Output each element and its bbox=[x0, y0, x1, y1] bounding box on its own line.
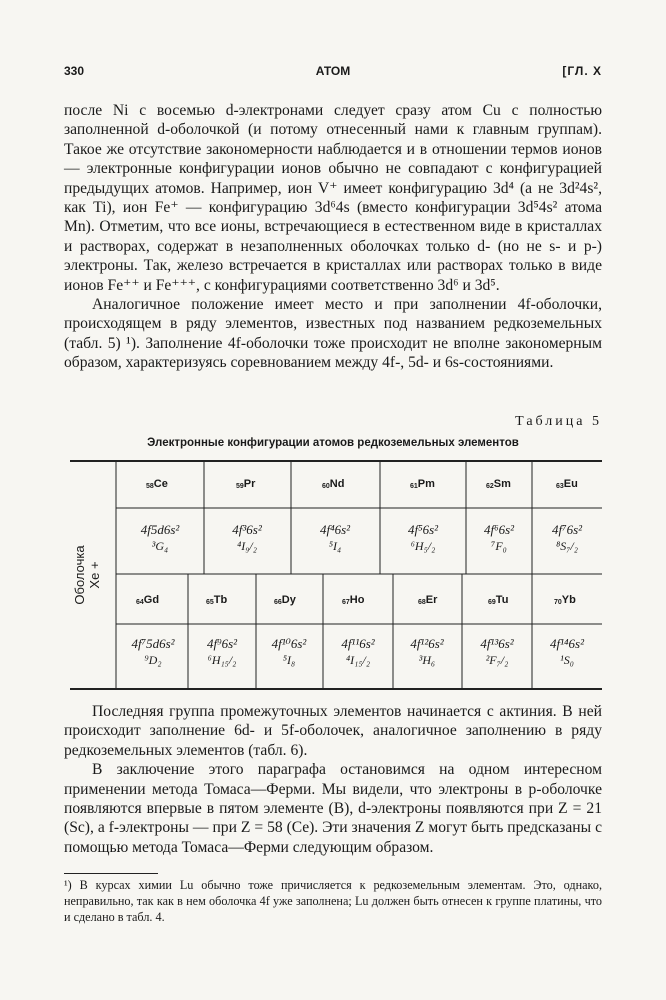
shell-side-label bbox=[72, 520, 112, 630]
atomic-number: 65 bbox=[206, 599, 214, 606]
configuration: 4f⁵6s² bbox=[407, 522, 439, 537]
atomic-number: 61 bbox=[410, 483, 418, 490]
atomic-number: 59 bbox=[236, 483, 244, 490]
element-yb bbox=[554, 594, 576, 606]
configuration: 4f⁷6s² bbox=[551, 522, 583, 537]
element-nd bbox=[322, 478, 344, 490]
atomic-number: 60 bbox=[322, 483, 330, 490]
term-symbol: ⁷F₀ bbox=[491, 539, 507, 553]
term-symbol: ⁴I₉/₂ bbox=[237, 539, 257, 553]
element-sm bbox=[486, 478, 511, 490]
shell-label-line2: Xe + bbox=[87, 561, 102, 589]
term-symbol: ³H₆ bbox=[418, 653, 436, 667]
configuration: 4f¹³6s² bbox=[480, 636, 514, 651]
configuration: 4f⁹6s² bbox=[206, 636, 238, 651]
table-caption: Электронные конфигурации атомов редкоземельных элементов bbox=[147, 437, 519, 449]
configuration: 4f⁷5d6s² bbox=[131, 636, 175, 651]
atomic-number: 69 bbox=[488, 599, 496, 606]
running-title: АТОМ bbox=[315, 64, 351, 78]
element-tb bbox=[206, 594, 227, 606]
element-gd bbox=[136, 594, 159, 606]
element-symbol: Eu bbox=[563, 478, 578, 490]
element-symbol: Yb bbox=[561, 594, 576, 606]
element-eu bbox=[556, 478, 578, 490]
config-nd bbox=[290, 522, 380, 554]
element-symbol: Tb bbox=[213, 594, 228, 606]
configuration: 4f¹¹6s² bbox=[341, 636, 375, 651]
term-symbol: ⁶H₅/₂ bbox=[410, 539, 436, 553]
atomic-number: 67 bbox=[342, 599, 350, 606]
shell-label-line1: Оболочка bbox=[72, 545, 87, 605]
term-symbol: ⁸S₇/₂ bbox=[556, 539, 578, 553]
configuration: 4f¹²6s² bbox=[410, 636, 444, 651]
paragraph-1: после Ni с восемью d-электронами следует сразу атом Cu с полностью заполненной d-оболочкой (и потому отнесенный нами к главным группам). Такое же отсутствие закономерности наблюдается и в отношении термов ионов — электронные конфигурации ионов обычно не совпадают с конфигурацией предыдущих атомов. Например, ион V⁺ имеет конфигурацию 3d⁴ (а не 3d²4s², как Ti), ион Fe⁺ — конфигурацию 3d⁶4s (вместо конфигурации 3d⁵4s² атома Mn). Отметим, что все ионы, встречающиеся в естественном виде в кристаллах и растворах, содержат в незаполненных оболочках только d- (но не s- и p-) электроны. Так, железо встречается в кристаллах или растворах только в виде ионов Fe⁺⁺ и Fe⁺⁺⁺, с конфигурациями соответственно 3d⁶ и 3d⁵. bbox=[64, 102, 602, 294]
body-text-bottom bbox=[64, 702, 602, 857]
paragraph-2: Аналогичное положение имеет место и при заполнении 4f-оболочки, происходящем в ряду элементов, известных под названием редкоземельных (табл. 5) ¹). Заполнение 4f-оболочки тоже происходит не вполне закономерным образом, характеризуясь соревнованием между 4f-, 5d- и 6s-состояниями. bbox=[64, 296, 602, 372]
element-symbol: Er bbox=[425, 594, 438, 606]
element-symbol: Ce bbox=[153, 478, 168, 490]
paragraph-3: Последняя группа промежуточных элементов начинается с актиния. В ней происходит заполнение 6d- и 5f-оболочек, аналогичное заполнению в ряду редкоземельных элементов (табл. 6). bbox=[64, 703, 602, 759]
element-symbol: Sm bbox=[493, 478, 511, 490]
footnote-rule bbox=[64, 873, 158, 874]
page-number: 330 bbox=[64, 64, 85, 78]
element-pm bbox=[410, 478, 435, 490]
term-symbol: ⁶H₁₅/₂ bbox=[207, 653, 237, 667]
configuration: 4f5d6s² bbox=[140, 522, 180, 537]
term-symbol: ⁵I₄ bbox=[328, 539, 342, 553]
term-symbol: ⁵I₈ bbox=[282, 653, 296, 667]
config-ce bbox=[115, 522, 205, 554]
element-symbol: Ho bbox=[349, 594, 365, 606]
element-symbol: Nd bbox=[329, 478, 345, 490]
footnote: ¹) В курсах химии Lu обычно тоже причисляется к редкоземельным элементам. Это, однако, неправильно, так как в нем оболочка 4f уже заполнена; Lu должен быть отнесен к группе платины, что и сделано в табл. 4. bbox=[64, 878, 602, 924]
element-symbol: Pm bbox=[417, 478, 435, 490]
element-ce bbox=[146, 478, 168, 490]
term-symbol: ⁹D₂ bbox=[144, 653, 162, 667]
element-ho bbox=[342, 594, 364, 606]
term-symbol: ³G₄ bbox=[151, 539, 169, 553]
configuration: 4f¹⁰6s² bbox=[271, 636, 307, 651]
atomic-number: 64 bbox=[136, 599, 144, 606]
atomic-number: 70 bbox=[554, 599, 562, 606]
element-dy bbox=[274, 594, 296, 606]
element-er bbox=[418, 594, 437, 606]
element-symbol: Tu bbox=[495, 594, 509, 606]
atomic-number: 68 bbox=[418, 599, 426, 606]
table-label: Таблица 5 bbox=[515, 414, 602, 429]
element-pr bbox=[236, 478, 255, 490]
element-tu bbox=[488, 594, 508, 606]
chapter-marker: [ГЛ. X bbox=[562, 64, 602, 78]
term-symbol: ¹S₀ bbox=[560, 653, 574, 667]
configuration: 4f³6s² bbox=[232, 522, 262, 537]
config-pr bbox=[202, 522, 292, 554]
atomic-number: 63 bbox=[556, 483, 564, 490]
configuration: 4f¹⁴6s² bbox=[550, 636, 584, 651]
paragraph-4: В заключение этого параграфа остановимся на одном интересном применении метода Томаса—Ферми. Мы видели, что электроны в p-оболочке появляются впервые в пятом элементе (B), d-электроны появляются при Z = 21 (Sc), а f-электроны — при Z = 58 (Ce). Эти значения Z могут быть предсказаны с помощью метода Томаса—Ферми следующим образом. bbox=[64, 761, 602, 856]
term-symbol: ²F₇/₂ bbox=[485, 653, 509, 667]
atomic-number: 58 bbox=[146, 483, 154, 490]
element-symbol: Gd bbox=[143, 594, 160, 606]
configuration: 4f⁶6s² bbox=[483, 522, 515, 537]
config-eu bbox=[522, 522, 612, 554]
element-symbol: Dy bbox=[281, 594, 296, 606]
atomic-number: 66 bbox=[274, 599, 282, 606]
atomic-number: 62 bbox=[486, 483, 494, 490]
configuration: 4f⁴6s² bbox=[319, 522, 351, 537]
term-symbol: ⁴I₁₅/₂ bbox=[345, 653, 371, 667]
config-yb bbox=[522, 636, 612, 668]
element-symbol: Pr bbox=[243, 478, 256, 490]
